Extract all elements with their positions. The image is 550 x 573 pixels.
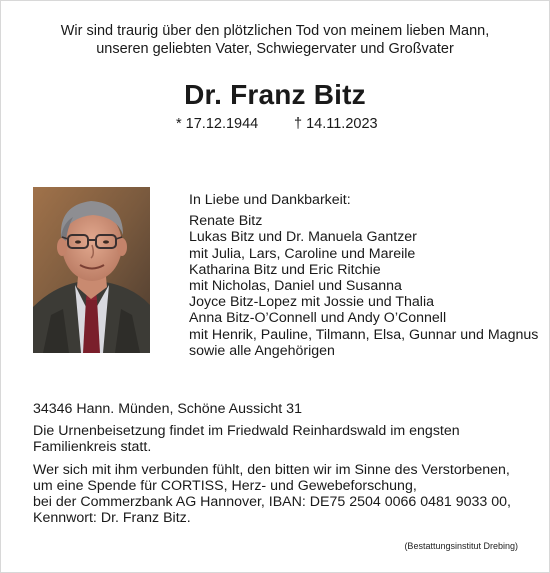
- burial-notice: [33, 423, 533, 455]
- funeral-home-credit: (Bestattungsinstitut Drebing): [404, 541, 518, 551]
- family-line: Joyce Bitz-Lopez mit Jossie und Thalia: [189, 294, 434, 311]
- family-line: Lukas Bitz und Dr. Manuela Gantzer: [189, 229, 417, 246]
- birth-date: * 17.12.1944: [176, 116, 259, 132]
- death-date: † 14.11.2023: [294, 116, 378, 132]
- notice-details: [33, 401, 533, 532]
- burial-line: Familienkreis statt.: [33, 439, 152, 456]
- portrait-photo: [33, 187, 150, 353]
- family-line: Renate Bitz: [189, 213, 263, 230]
- family-line: sowie alle Angehörigen: [189, 342, 335, 359]
- deceased-name: Dr. Franz Bitz: [184, 79, 366, 110]
- intro-line-1: Wir sind traurig über den plötzlichen Tod von meinem lieben Mann,: [60, 23, 490, 39]
- address: 34346 Hann. Münden, Schöne Aussicht 31: [33, 401, 302, 417]
- donation-notice: [33, 462, 533, 527]
- donation-line: Wer sich mit ihm verbunden fühlt, den bitten wir im Sinne des Verstorbenen,: [33, 461, 510, 478]
- family-line: Katharina Bitz und Eric Ritchie: [189, 261, 381, 278]
- family-line: mit Henrik, Pauline, Tilmann, Elsa, Gunnar und Magnus: [189, 326, 539, 343]
- donation-line: Kennwort: Dr. Franz Bitz.: [33, 510, 191, 527]
- family-line: mit Julia, Lars, Caroline und Mareile: [189, 245, 416, 262]
- intro-text: [0, 22, 550, 58]
- burial-line: Die Urnenbeisetzung findet im Friedwald Reinhardswald im engsten: [33, 423, 460, 440]
- intro-line-2: unseren geliebten Vater, Schwiegervater und Großvater: [96, 41, 454, 57]
- family-line: mit Nicholas, Daniel und Susanna: [189, 278, 402, 295]
- donation-line: um eine Spende für CORTISS, Herz- und Gewebeforschung,: [33, 477, 417, 494]
- family-list: [189, 192, 538, 359]
- family-line: Anna Bitz-O’Connell und Andy O’Connell: [189, 310, 447, 327]
- family-heading: In Liebe und Dankbarkeit:: [189, 192, 351, 208]
- donation-line: bei der Commerzbank AG Hannover, IBAN: DE75 2504 0066 0481 9033 00,: [33, 494, 511, 511]
